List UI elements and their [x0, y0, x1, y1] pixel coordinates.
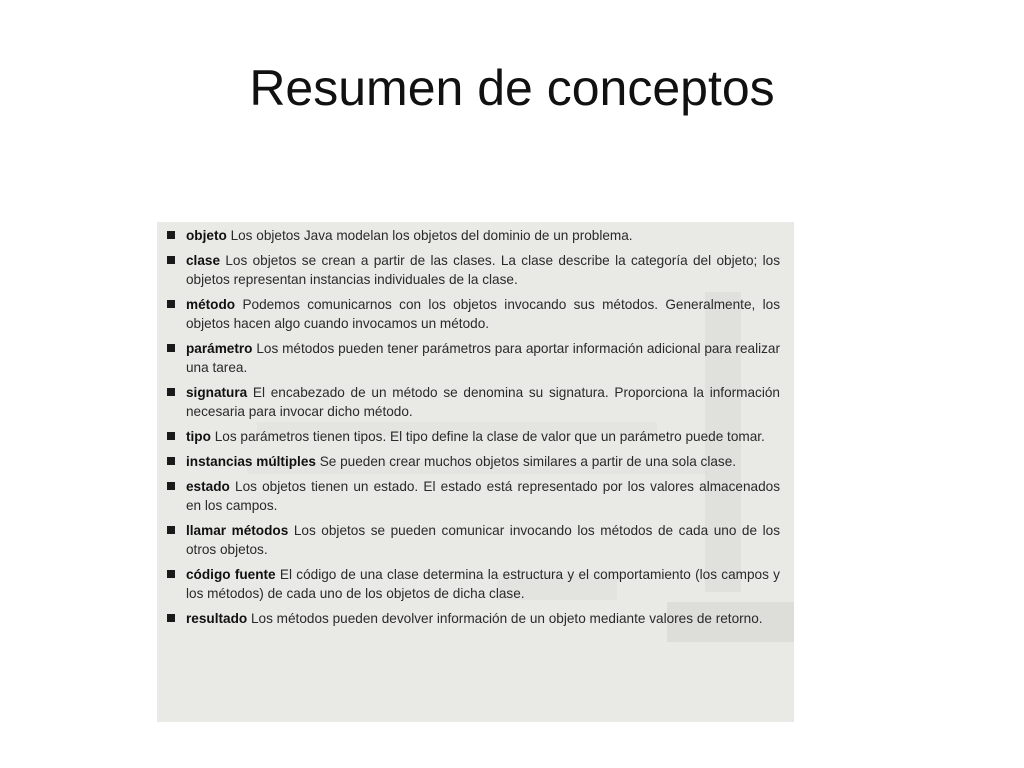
concept-description: Los métodos pueden devolver información de un objeto mediante valores de retorno. [250, 611, 763, 626]
concept-term: estado [186, 479, 230, 494]
concept-list [167, 226, 780, 628]
concept-description: Los objetos tienen un estado. El estado está representado por los valores almacenados en los campos. [186, 479, 781, 513]
concept-description: El encabezado de un método se denomina su signatura. Proporciona la información necesaria para invocar dicho método. [186, 385, 780, 419]
concept-term: resultado [186, 611, 248, 626]
concept-item [167, 609, 780, 628]
scanned-concept-summary [157, 222, 794, 722]
slide-title: Resumen de conceptos [249, 60, 775, 116]
square-bullet-icon [167, 482, 175, 490]
concept-term: método [186, 297, 236, 312]
concept-term: signatura [186, 385, 248, 400]
concept-term: instancias múltiples [186, 454, 316, 469]
concept-item [167, 452, 780, 471]
square-bullet-icon [167, 300, 175, 308]
square-bullet-icon [167, 457, 175, 465]
square-bullet-icon [167, 526, 175, 534]
square-bullet-icon [167, 570, 175, 578]
concept-item [167, 383, 780, 421]
concept-description: Podemos comunicarnos con los objetos invocando sus métodos. Generalmente, los objetos hacen algo cuando invocamos un método. [186, 297, 780, 331]
square-bullet-icon [167, 344, 175, 352]
concept-item [167, 427, 780, 446]
square-bullet-icon [167, 614, 175, 622]
concept-term: objeto [186, 228, 227, 243]
concept-description: Los objetos se crean a partir de las clases. La clase describe la categoría del objeto; los objetos representan instancias individuales de la clase. [186, 253, 780, 287]
square-bullet-icon [167, 231, 175, 239]
concept-item [167, 521, 780, 559]
concept-term: llamar métodos [186, 523, 289, 538]
concept-item [167, 339, 780, 377]
concept-item [167, 251, 780, 289]
concept-term: clase [186, 253, 221, 268]
concept-item [167, 295, 780, 333]
concept-description: Los métodos pueden tener parámetros para aportar información adicional para realizar una tarea. [186, 341, 780, 375]
concept-item [167, 226, 780, 245]
concept-item [167, 477, 780, 515]
concept-description: Los parámetros tienen tipos. El tipo define la clase de valor que un parámetro puede tomar. [214, 429, 765, 444]
concept-description: Los objetos Java modelan los objetos del dominio de un problema. [230, 228, 633, 243]
square-bullet-icon [167, 256, 175, 264]
concept-term: código fuente [186, 567, 276, 582]
square-bullet-icon [167, 388, 175, 396]
concept-item [167, 565, 780, 603]
concept-term: tipo [186, 429, 211, 444]
concept-description: Se pueden crear muchos objetos similares a partir de una sola clase. [319, 454, 737, 469]
square-bullet-icon [167, 432, 175, 440]
concept-description: El código de una clase determina la estructura y el comportamiento (los campos y los métodos) de cada uno de los objetos de dicha clase. [186, 567, 780, 601]
concept-term: parámetro [186, 341, 253, 356]
concept-description: Los objetos se pueden comunicar invocando los métodos de cada uno de los otros objetos. [186, 523, 780, 557]
